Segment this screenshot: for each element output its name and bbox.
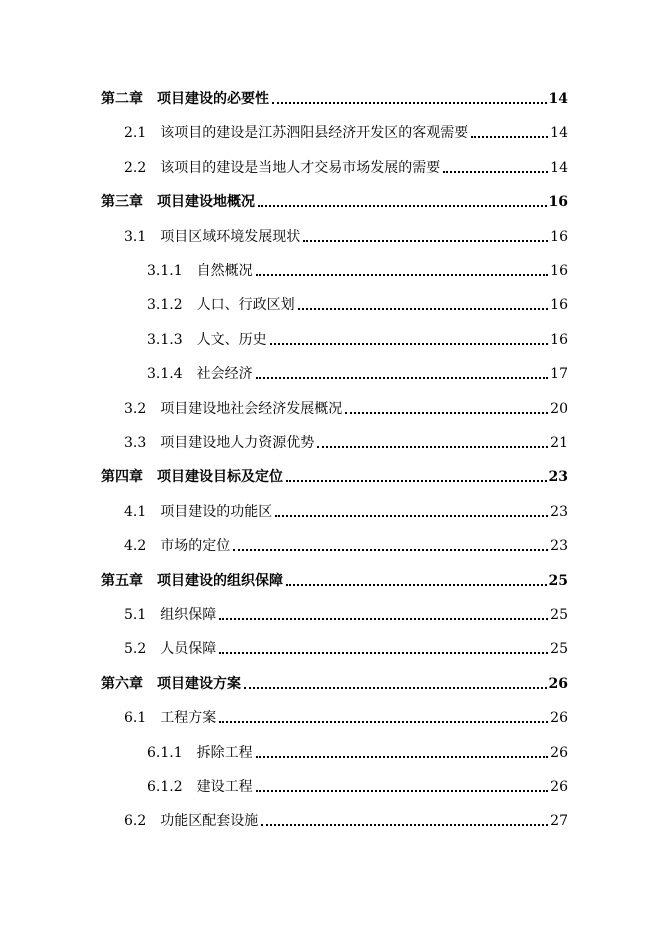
toc-page-number: 14 <box>550 125 568 142</box>
toc-section-entry[interactable] <box>147 359 568 383</box>
toc-page-number: 23 <box>550 538 568 555</box>
toc-page-number: 25 <box>550 641 568 658</box>
toc-page-number: 21 <box>550 435 568 451</box>
toc-section-entry[interactable] <box>147 256 568 280</box>
toc-entry-number: 2.1 <box>124 125 147 142</box>
toc-entry-number: 3.2 <box>124 400 147 417</box>
toc-page-number: 25 <box>550 607 568 623</box>
dot-leader <box>256 756 549 758</box>
dot-leader <box>317 446 548 448</box>
toc-section-entry[interactable] <box>147 772 568 796</box>
toc-entry-number: 6.2 <box>124 813 147 830</box>
toc-entry-title: 建设工程 <box>196 779 253 795</box>
dot-leader <box>298 308 549 310</box>
toc-entry-title: 组织保障 <box>160 607 217 623</box>
toc-entry-title: 功能区配套设施 <box>160 813 259 830</box>
toc-section-entry[interactable] <box>124 531 568 555</box>
toc-section-entry[interactable] <box>124 497 568 521</box>
toc-entry-number: 3.1.2 <box>147 297 183 314</box>
toc-entry-number: 6.1.1 <box>147 744 183 761</box>
toc-page-number: 26 <box>548 675 568 692</box>
toc-chapter-entry[interactable] <box>101 566 568 590</box>
dot-leader <box>258 205 547 207</box>
toc-entry-number: 3.1.4 <box>147 366 183 383</box>
toc-section-entry[interactable] <box>147 290 568 314</box>
dot-leader <box>219 721 548 723</box>
toc-page-number: 20 <box>550 400 568 417</box>
dot-leader <box>256 274 549 276</box>
toc-section-entry[interactable] <box>124 634 568 658</box>
toc-page-number: 16 <box>550 263 568 279</box>
toc-entry-title: 社会经济 <box>196 366 253 383</box>
toc-entry-number: 第四章 <box>101 469 143 486</box>
dot-leader <box>471 136 548 138</box>
toc-page-number: 25 <box>548 572 568 589</box>
toc-entry-number: 4.1 <box>124 503 147 520</box>
toc-chapter-entry[interactable] <box>101 462 568 486</box>
dot-leader <box>286 584 547 586</box>
dot-leader <box>261 824 548 826</box>
dot-leader <box>303 240 548 242</box>
toc-section-entry[interactable] <box>124 600 568 624</box>
toc-page-number: 16 <box>550 331 568 348</box>
toc-section-entry[interactable] <box>124 153 568 177</box>
toc-entry-title: 自然概况 <box>196 263 253 279</box>
toc-entry-title: 项目建设方案 <box>157 675 241 692</box>
toc-entry-title: 人口、行政区划 <box>196 297 295 314</box>
toc-entry-title: 人文、历史 <box>196 331 267 348</box>
toc-chapter-entry[interactable] <box>101 669 568 693</box>
toc-entry-number: 第五章 <box>101 572 143 589</box>
dot-leader <box>443 171 548 173</box>
toc-entry-title: 项目区域环境发展现状 <box>160 228 301 245</box>
toc-page-number: 17 <box>550 366 568 383</box>
dot-leader <box>270 343 549 345</box>
toc-section-entry[interactable] <box>124 806 568 830</box>
toc-page-number: 16 <box>550 297 568 314</box>
toc-entry-number: 第三章 <box>101 194 143 211</box>
toc-section-entry[interactable] <box>124 394 568 418</box>
toc-page-number: 27 <box>550 813 568 830</box>
toc-page-number: 16 <box>550 228 568 245</box>
dot-leader <box>286 480 547 482</box>
toc-entry-title: 人员保障 <box>160 641 217 658</box>
toc-section-entry[interactable] <box>124 222 568 246</box>
dot-leader <box>345 412 548 414</box>
toc-page-number: 26 <box>550 710 568 727</box>
toc-entry-number: 2.2 <box>124 159 147 176</box>
toc-page-number: 26 <box>550 744 568 761</box>
toc-section-entry[interactable] <box>124 428 568 452</box>
toc-entry-title: 该项目的建设是当地人才交易市场发展的需要 <box>160 159 441 176</box>
toc-entry-title: 工程方案 <box>160 710 217 727</box>
dot-leader <box>256 377 549 379</box>
toc-entry-title: 该项目的建设是江苏泗阳县经济开发区的客观需要 <box>160 125 469 142</box>
toc-page-number: 16 <box>548 194 568 211</box>
toc-page-number: 23 <box>550 503 568 520</box>
dot-leader <box>272 102 547 104</box>
toc-chapter-entry[interactable] <box>101 84 568 108</box>
toc-chapter-entry[interactable] <box>101 187 568 211</box>
toc-entry-number: 3.1.3 <box>147 331 183 348</box>
toc-section-entry[interactable] <box>124 118 568 142</box>
toc-entry-title: 拆除工程 <box>196 744 253 761</box>
toc-entry-title: 项目建设地概况 <box>157 194 255 211</box>
dot-leader <box>219 652 548 654</box>
toc-entry-title: 项目建设地人力资源优势 <box>160 435 315 451</box>
toc-page-number: 23 <box>548 469 568 486</box>
toc-entry-number: 5.2 <box>124 641 147 658</box>
dot-leader <box>233 549 548 551</box>
dot-leader <box>275 515 548 517</box>
toc-entry-title: 市场的定位 <box>160 538 231 555</box>
toc-entry-number: 第二章 <box>101 91 143 107</box>
toc-page-number: 14 <box>548 91 568 107</box>
dot-leader <box>256 790 549 792</box>
toc-entry-number: 3.3 <box>124 435 147 451</box>
toc-entry-title: 项目建设地社会经济发展概况 <box>160 400 343 417</box>
toc-entry-title: 项目建设目标及定位 <box>157 469 283 486</box>
dot-leader <box>244 687 547 689</box>
toc-entry-number: 第六章 <box>101 675 143 692</box>
toc-entry-title: 项目建设的功能区 <box>160 503 273 520</box>
toc-entry-number: 6.1.2 <box>147 779 183 795</box>
toc-section-entry[interactable] <box>124 703 568 727</box>
toc-entry-number: 4.2 <box>124 538 147 555</box>
toc-section-entry[interactable] <box>147 325 568 349</box>
dot-leader <box>219 618 548 620</box>
toc-entry-number: 3.1 <box>124 228 147 245</box>
toc-entry-number: 3.1.1 <box>147 263 183 279</box>
toc-section-entry[interactable] <box>147 738 568 762</box>
toc-entry-number: 6.1 <box>124 710 147 727</box>
toc-entry-number: 5.1 <box>124 607 147 623</box>
toc-page-number: 14 <box>550 159 568 176</box>
toc-page-number: 26 <box>550 779 568 795</box>
toc-entry-title: 项目建设的必要性 <box>157 91 269 107</box>
toc-entry-title: 项目建设的组织保障 <box>157 572 283 589</box>
